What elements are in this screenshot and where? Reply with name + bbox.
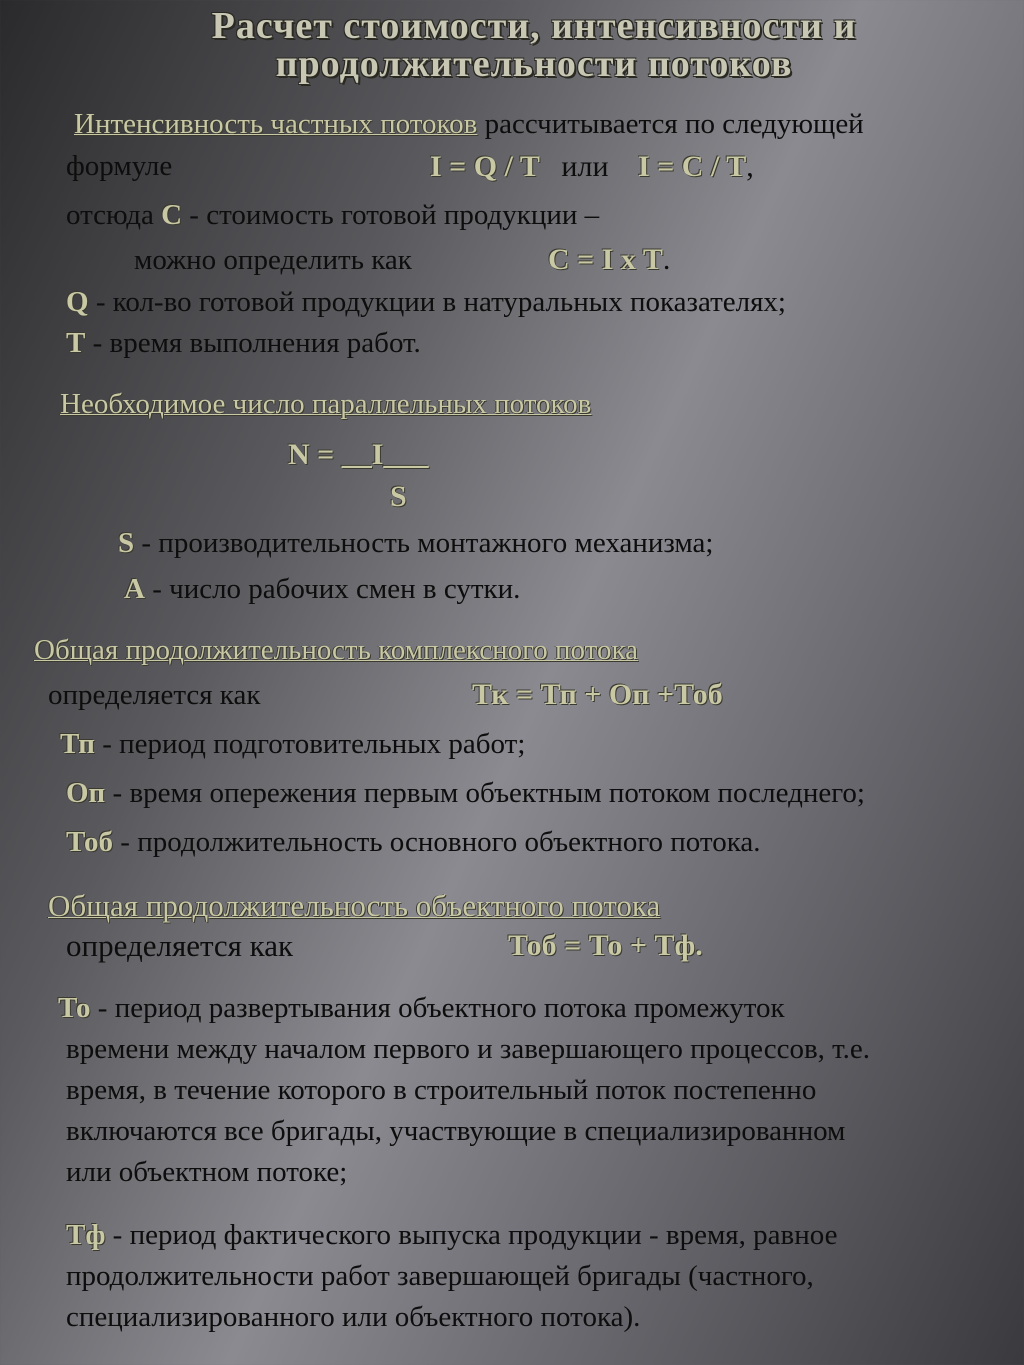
intensity-text-2: формуле <box>66 150 173 182</box>
t-description: - время выполнения работ. <box>92 327 421 359</box>
n-denominator: S <box>390 480 407 513</box>
c-symbol: С <box>161 199 183 231</box>
op-symbol: Оп <box>66 777 106 809</box>
tf-definition <box>66 1215 837 1338</box>
can-define-text: можно определить как <box>134 244 412 276</box>
tf-line-2: продолжительности работ завершающей бригады (частного, <box>66 1260 814 1292</box>
object-defined-line <box>66 928 293 964</box>
op-description: - время опережения первым объектным потоком последнего; <box>105 777 865 809</box>
formula-i-q-t: I = Q / T <box>430 150 540 183</box>
formula-c-i-t: C = I x T <box>548 243 663 276</box>
c-definition-line <box>66 199 599 232</box>
t-symbol: T <box>66 327 86 359</box>
to-line-4: включаются все бригады, участвующие в специализированном <box>66 1115 846 1147</box>
tp-description: - период подготовительных работ; <box>94 728 526 760</box>
tf-line-1 <box>66 1215 837 1256</box>
to-line-3: время, в течение которого в строительный поток постепенно <box>66 1074 817 1106</box>
complex-defined-as: определяется как <box>48 679 261 711</box>
formula-dot: . <box>662 243 671 276</box>
q-definition-line <box>66 286 786 319</box>
intensity-formulas <box>430 150 754 184</box>
to-line-2: времени между началом первого и завершающего процессов, т.е. <box>66 1033 871 1065</box>
intensity-line-2 <box>66 150 172 183</box>
intensity-heading: Интенсивность частных потоков <box>74 108 478 140</box>
n-numerator: __I___ <box>341 438 429 471</box>
n-formula-left: N = <box>288 438 342 471</box>
q-symbol: Q <box>66 286 89 318</box>
tp-symbol: Тп <box>60 728 95 760</box>
n-denominator-line <box>390 480 407 514</box>
object-heading: Общая продолжительность объектного потока <box>48 888 661 923</box>
s-definition-line <box>118 527 713 560</box>
tob-description: - продолжительность основного объектного потока. <box>113 826 761 858</box>
c-formula-line <box>134 244 412 277</box>
complex-defined-line <box>48 679 260 712</box>
to-symbol: То <box>58 992 91 1024</box>
formula-i-c-t: I = C / T <box>638 150 747 183</box>
page-title-line-2: продолжительности потоков <box>275 43 793 85</box>
parallel-heading: Необходимое число параллельных потоков <box>60 388 592 420</box>
a-symbol: А <box>124 573 145 605</box>
formula-comma: , <box>746 150 754 183</box>
n-formula <box>288 438 428 472</box>
from-here-word: отсюда <box>66 199 154 231</box>
op-definition-line <box>66 777 865 810</box>
intensity-text-1: рассчитывается по следующей <box>484 108 864 140</box>
q-description: - кол-во готовой продукции в натуральных показателях; <box>95 286 786 318</box>
tob-formula: Тоб = То + Тф. <box>508 929 703 962</box>
c-description: - стоимость готовой продукции – <box>189 199 600 231</box>
t-definition-line <box>66 327 421 360</box>
to-line-text-1: - период развертывания объектного потока промежуток <box>90 992 785 1024</box>
page-title-line-1: Расчет стоимости, интенсивности и <box>211 5 857 47</box>
tob-formula-line <box>508 929 703 963</box>
complex-heading: Общая продолжительность комплексного потока <box>34 634 638 666</box>
tk-formula-line <box>472 678 723 712</box>
to-definition <box>58 988 870 1193</box>
a-definition-line <box>124 573 520 606</box>
tf-line-3: специализированного или объектного потока). <box>66 1301 641 1333</box>
to-line-5: или объектном потоке; <box>66 1156 348 1188</box>
tf-line-text-1: - период фактического выпуска продукции - время, равное <box>105 1219 838 1251</box>
object-defined-as: определяется как <box>66 928 294 963</box>
tk-formula: Тк = Тп + Оп +Тоб <box>472 678 723 711</box>
tob-symbol: Тоб <box>66 826 114 858</box>
s-description: - производительность монтажного механизма; <box>134 527 714 559</box>
tob-definition-line <box>66 826 760 859</box>
c-formula <box>548 243 670 277</box>
or-word: или <box>561 150 609 183</box>
tf-symbol: Тф <box>66 1219 106 1251</box>
a-description: - число рабочих смен в сутки. <box>144 573 521 605</box>
s-symbol: S <box>118 527 135 559</box>
intensity-line-1 <box>74 108 864 141</box>
tp-definition-line <box>60 728 525 761</box>
to-line-1 <box>58 988 870 1029</box>
